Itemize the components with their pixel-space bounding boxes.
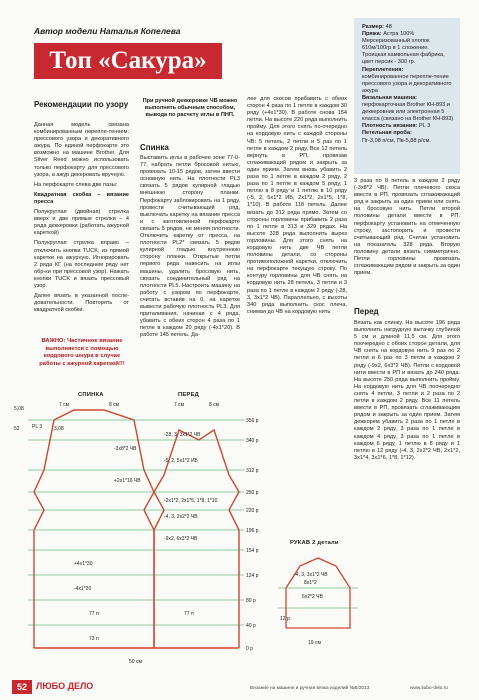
size-label: Размер:: [362, 24, 385, 30]
density-value: PL 3: [419, 123, 431, 130]
label-pl3: PL 3: [32, 424, 43, 430]
loop-density-label: Петельная проба:: [362, 130, 412, 137]
tag-inc: +2х1*16 ЧВ: [114, 478, 141, 484]
hand-decker-note: При ручной деккеровке ЧВ можно выполнять обычным способом, вывода по расчету иглы в ПНП.: [142, 98, 238, 119]
sleeve-outline: [286, 558, 350, 628]
row-340: 340 р: [246, 438, 259, 444]
diagram-text: [14, 402, 259, 665]
row-124: 124 р: [246, 573, 259, 579]
row-0: 0 р: [246, 646, 253, 652]
column-3-text: лее для скосов прибавить с обеих сторон 4 раза по 1 петле в каждом 30 ряду (+4х1*30). В работе снова 154 петли. На высоте 220 ряда выполнить пройму. Для этого снять по-очередно на кордовую нить с каждой стороны ЧВ: 5 петель, 2 петли и 5 раз по 1 петле в каждом 2 ряду. Все 12 петель вернуть в РП, провязав сглаживающий рядом и закрыть за один прием. Затем вновь убавить 2 раза по 1 петле в каждом 2 ряду, 2 раза по 1 петле в каждом 5 ряду, 1 петлю в 8 ряду и 1 петлю в 10 ряду (-5, 2, 5х1*2 ИБ, 2х1*2, 2х1*5, 1*8, 1*10). В работе 118 петель. Далее вязать до 312 ряда прямо. Затем со стороны горловины прибавить 2 раза по 1 петле в 313 и 329 рядах. На высоте 328 ряда выполнить вырез горловины. Для этого снять на кордовую нить две ЧВ петли половины детали, со стороны противоположной каретки, отключить на перфокарте текущую строку. По контуру горловины для ЧВ снять на кордовую нить 28 петель, 3 петли и 3 раза по 1 петле в каждом 2 ряду (-28, 3, 3х1*2 ЧВ). Параллельно, с высоты 340 ряда выполнить скос плеча, снимая до ЧВ на кордовую нить: [247, 96, 347, 315]
tag-shoulder: -3х8*2 ЧВ: [114, 446, 137, 452]
label-508: 5,08: [14, 406, 24, 412]
row-154: 154 р: [246, 548, 259, 554]
article-title: Топ «Сакура»: [34, 43, 222, 79]
label-308: 3,08: [54, 426, 64, 432]
top-7cm-b: 7 см: [174, 402, 185, 408]
footer-url: www.liubo-delo.ru: [410, 686, 448, 691]
transfer-value: комбинированное перепле-тение прессового узора и декоративного ажура: [362, 73, 452, 94]
magazine-logo: ЛЮБО ДЕЛО: [36, 681, 94, 691]
row-80: 80 р: [246, 598, 256, 604]
back-diagram-label: СПИНКА: [78, 392, 104, 398]
row-220: 220 р: [246, 508, 259, 514]
top-8cm-b: 8 см: [209, 402, 220, 408]
width-77-b: 77 п: [184, 611, 194, 617]
materials-box: [354, 18, 460, 174]
row-356: 356 р: [246, 418, 259, 424]
back-instructions: Выставить иглы в рабочее зоне 77-0-77, набрать петли бросовой нитью, провязать 10-15 рядов, затем ввести основную нить. На плотности PL3 связать 5 рядов кулирной гладью внешнюю сторону планки. Перфокарту заблокировать на 1 ряду, провести считывающий ряд, выключать каретку на вязание пресса и с заготовленной перфокарте связать 5 рядов, не меняя плотности. Отключить каретку от пресса, на плотности PL2* связать 5 рядов кулирной гладью внутреннюю сторону планки. Открытые петли первого ряда навесить на иглы машины, удалить бросовую нить, связать соединительный ряд на плотности PL5. Настроить машину на работу с узором по перфокарте, считать вставив на 0, на каретке вывести рабочую плотность PL3. Для приталивания, начиная с 4 ряда, убавить с обеих сторон 4 раза по 1 петле в каждом 20 ряду (-4х1*20). В работе 145 петель. Да-: [140, 155, 240, 339]
author-line: Автор модели Наталья Копелева: [34, 26, 181, 36]
density-label: Плотность вязания:: [362, 123, 418, 130]
sleeve-row: 12 р: [280, 616, 290, 622]
square-bracket-note: Квадратная скобка – вязание пресса: [34, 191, 129, 205]
loop-density-value: Пг-3,08 п/см, Пв-5,88 р/см.: [362, 137, 431, 144]
top-8cm-a: 8 см: [109, 402, 120, 408]
width-73-a: 73 п: [89, 636, 99, 642]
tag-neck: -28, 3, 3х1*2 ЧВ: [164, 432, 201, 438]
column-4-text: 3 раза по 8 петель в каждом 2 ряду (-3х8*2 ЧВ). Петли плечевого скоса ввести в РП, провязать сглаживающий ряд и закрыть за один прием или снять на бросовую нить. Петли второй половины детали ввести в РП, перфокарту установить на отмеченную строку, застопорить и провести считывающий ряд. Считан установить на показатель 328 ряда. Вторую половину детали вязать симметрично. Петли горловины провязать сглаживающим рядом и закрыть за один прием.: [354, 178, 460, 277]
row-250: 250 р: [246, 490, 259, 496]
materials-text: [362, 24, 454, 145]
machine-value: перфокарточная Brother КН-893 и деккеровник или электронная 5 класса (связано на Brother КН-893): [362, 102, 454, 123]
yarn-label: Пряжа:: [362, 31, 382, 38]
sleeve-tag1: -4, 3, 3х1*2 ЧВ: [294, 572, 328, 578]
sleeve-width: 19 см: [308, 640, 321, 646]
front-heading: Перед: [354, 307, 379, 316]
footer-note: Вязание на машине и ручная вязка изделий №5/2013: [250, 686, 370, 691]
sleeve-diagram: [278, 548, 358, 658]
back-heading: Спинка: [140, 143, 169, 152]
row-40: 40 р: [246, 623, 256, 629]
half-arrow-right-note: Полукруглая стрелка вправо – отключить кнопки TUCK, из прямой каретки на ажурную. Игнорировать 2 ряда КГ (на последнем ряду нет обр-ки при прессовой узор). Нажать кнопки TUCK и вязать прессовый узор.: [34, 240, 129, 289]
perfocard-note: На перфокарте слева две пазы:: [34, 181, 118, 188]
yarn-value: Астра 100% Мерсеризованный хлопок 610м/100гр в 1 сложение. Троицкая камвольная фабрика, цвет персик - 300 гр.: [362, 31, 445, 66]
sleeve-tag2: 8х1*2: [304, 580, 317, 586]
tag-waist-dec: -4х1*20: [74, 586, 92, 592]
tag-armhole-dec: -2х1*2, 2х1*5, 1*8, 1*10: [164, 498, 218, 504]
column-1: [34, 122, 129, 314]
half-arrow-up-note: Полукруглая (двойная) стрелка вверх и две прямые стрелки – 4 ряда деккеровки (работать ажурной кареткой): [34, 209, 129, 237]
sleeve-tag3: 6х2*2 ЧВ: [302, 594, 323, 600]
tag-dart: -9х2, 6х3*2 ЧВ: [164, 536, 198, 542]
recommendations-heading: Рекомендации по узору: [34, 100, 129, 109]
front-instructions: Вязать как спинку. На высоте 196 ряда выполнить нагрудную вытачку глубиной 5 см и длиной 11,5 см. Для этого поочередно с обоих сторон детали, для ЧВ снять на кордовую нить 9 раз по 2 петли и 6 раз по 3 петли в каждом 2 ряду (-9х2, 6х3*2 ЧВ). Петли с кордовой нити ввести в РП и вязать до 240 ряда. На высоте 250 ряда выполнить пройму. На кордовую нить для ЧВ поочередно снять 4 петли, 3 петли и 2 раза по 2 петли в каждом 2 ряду. Все 11 петель ввести в РП, провязать сглаживающим рядом и закрыть за один прием. Затем дежкорем убавить 2 раза по 1 петле в каждом 2 ряду, 3 раза по 1 петле в каждом 4 ряду, 3 раза по 1 петле в каждом 6 ряду, 1 петлю в 8 ряду и 1 петлю в 12 ряду (-4, 3, 2х2*2 ЧВ, 2х1*2, 3х1*4, 3х1*6, 1*8, 1*12).: [354, 320, 460, 461]
machine-label: Вязальная машина:: [362, 94, 418, 101]
transfer-label: Переплетения:: [362, 66, 404, 73]
tag-armhole: -5, 2, 5х1*2 ИБ: [164, 458, 198, 464]
page-number: 52: [12, 680, 32, 694]
top-7cm-a: 7 см: [59, 402, 70, 408]
bottom-width: 50 см: [129, 659, 142, 665]
tag-waist-inc: +4х1*30: [74, 561, 93, 567]
width-77-a: 77 п: [89, 611, 99, 617]
front-diagram-label: ПЕРЕД: [178, 392, 199, 398]
tag-front-armhole: -4, 3, 2х2*2 ЧВ: [164, 514, 198, 520]
size-value: 48: [385, 24, 392, 30]
pattern-intro: Данная модель связана комбинированным перепле-тением: прессового узора и декоративного ажура. По единой перфокарте это возможно на машине Brother. Для Silver Reed можно использовать только перфокарту для прессового узора, а ажур декеровать вручную.: [34, 122, 129, 178]
row-312: 312 р: [246, 468, 259, 474]
sleeve-diagram-label: РУКАВ 2 детали: [290, 540, 339, 546]
warning-note: ВАЖНО: Частичное вязание выполняется с помощью кордового шнура в случае работы с ажурной кареткой!!!: [39, 338, 125, 367]
sequence-note: Далее вязать в указанной после-довательности. Повторять от квадратной скобки.: [34, 293, 129, 314]
row-196: 196 р: [246, 528, 259, 534]
label-52: 52: [14, 426, 20, 432]
